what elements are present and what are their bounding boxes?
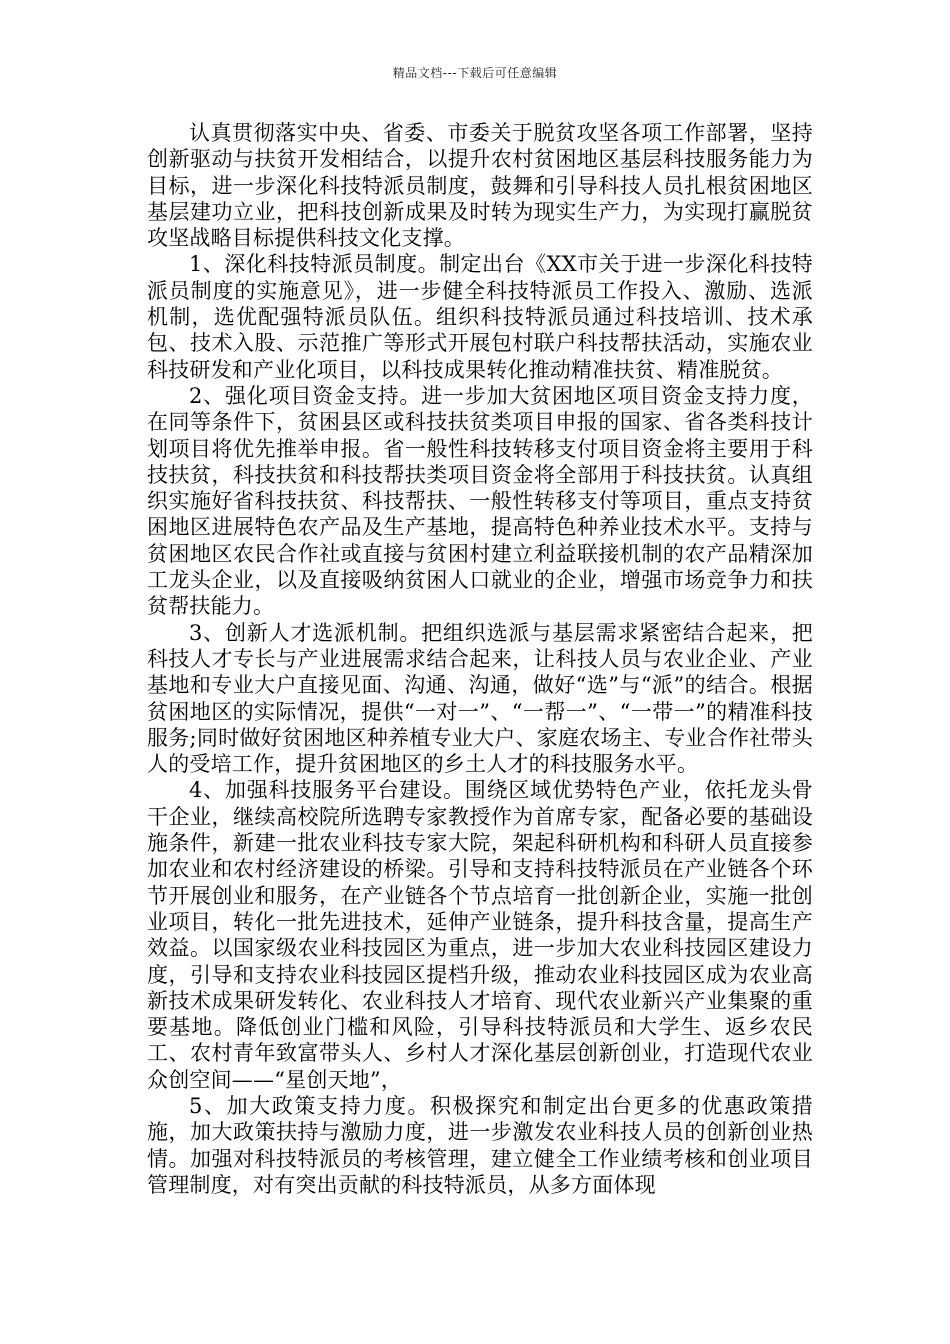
intro-paragraph: 认真贯彻落实中央、省委、市委关于脱贫攻坚各项工作部署，坚持创新驱动与扶贫开发相结合，以提升农村贫困地区基层科技服务能力为目标，进一步深化科技特派员制度，鼓舞和引导科技人员扎根贫困地区基层建功立业，把科技创新成果及时转为现实生产力，为实现打赢脱贫攻坚战略目标提供科技文化支撑。 <box>147 121 813 251</box>
section-1-paragraph: 1、深化科技特派员制度。制定出台《XX市关于进一步深化科技特派员制度的实施意见》，进一步健全科技特派员工作投入、激励、选派机制，选优配强特派员队伍。组织科技特派员通过科技培训、技术承包、技术入股、示范推广等形式开展包村联户科技帮扶活动，实施农业科技研发和产业化项目，以科技成果转化推动精准扶贫、精准脱贫。 <box>147 252 813 382</box>
document-body <box>147 120 813 1198</box>
section-4-paragraph: 4、加强科技服务平台建设。围绕区域优势特色产业，依托龙头骨干企业，继续高校院所选聘专家教授作为首席专家，配备必要的基础设施条件，新建一批农业科技专家大院，架起科研机构和科研人员直接参加农业和农村经济建设的桥梁。引导和支持科技特派员在产业链各个环节开展创业和服务，在产业链各个节点培育一批创新企业，实施一批创业项目，转化一批先进技术，延伸产业链条，提升科技含量，提高生产效益。以国家级农业科技园区为重点，进一步加大农业科技园区建设力度，引导和支持农业科技园区提档升级，推动农业科技园区成为农业高新技术成果研发转化、农业科技人才培育、现代农业新兴产业集聚的重要基地。降低创业门槛和风险，引导科技特派员和大学生、返乡农民工、农村青年致富带头人、乡村人才深化基层创新创业，打造现代农业众创空间——“星创天地”， <box>147 778 813 1092</box>
page-header: 精品文档---下载后可任意编辑 <box>392 66 558 80</box>
section-5-paragraph: 5、加大政策支持力度。积极探究和制定出台更多的优惠政策措施，加大政策扶持与激励力度，进一步激发农业科技人员的创新创业热情。加强对科技特派员的考核管理，建立健全工作业绩考核和创业项目管理制度，对有突出贡献的科技特派员，从多方面体现 <box>147 1093 813 1197</box>
section-3-paragraph: 3、创新人才选派机制。把组织选派与基层需求紧密结合起来，把科技人才专长与产业进展需求结合起来，让科技人员与农业企业、产业基地和专业大户直接见面、沟通、沟通，做好“选”与“派”的结合。根据贫困地区的实际情况，提供“一对一”、“一帮一”、“一带一”的精准科技服务;同时做好贫困地区种养植专业大户、家庭农场主、专业合作社带头人的受培工作，提升贫困地区的乡土人才的科技服务水平。 <box>147 620 813 777</box>
section-2-paragraph: 2、强化项目资金支持。进一步加大贫困地区项目资金支持力度，在同等条件下，贫困县区或科技扶贫类项目申报的国家、省各类科技计划项目将优先推举申报。省一般性科技转移支付项目资金将主要用于科技扶贫，科技扶贫和科技帮扶类项目资金将全部用于科技扶贫。认真组织实施好省科技扶贫、科技帮扶、一般性转移支付等项目，重点支持贫困地区进展特色农产品及生产基地，提高特色种养业技术水平。支持与贫困地区农民合作社或直接与贫困村建立利益联接机制的农产品精深加工龙头企业，以及直接吸纳贫困人口就业的企业，增强市场竞争力和扶贫帮扶能力。 <box>147 383 813 619</box>
